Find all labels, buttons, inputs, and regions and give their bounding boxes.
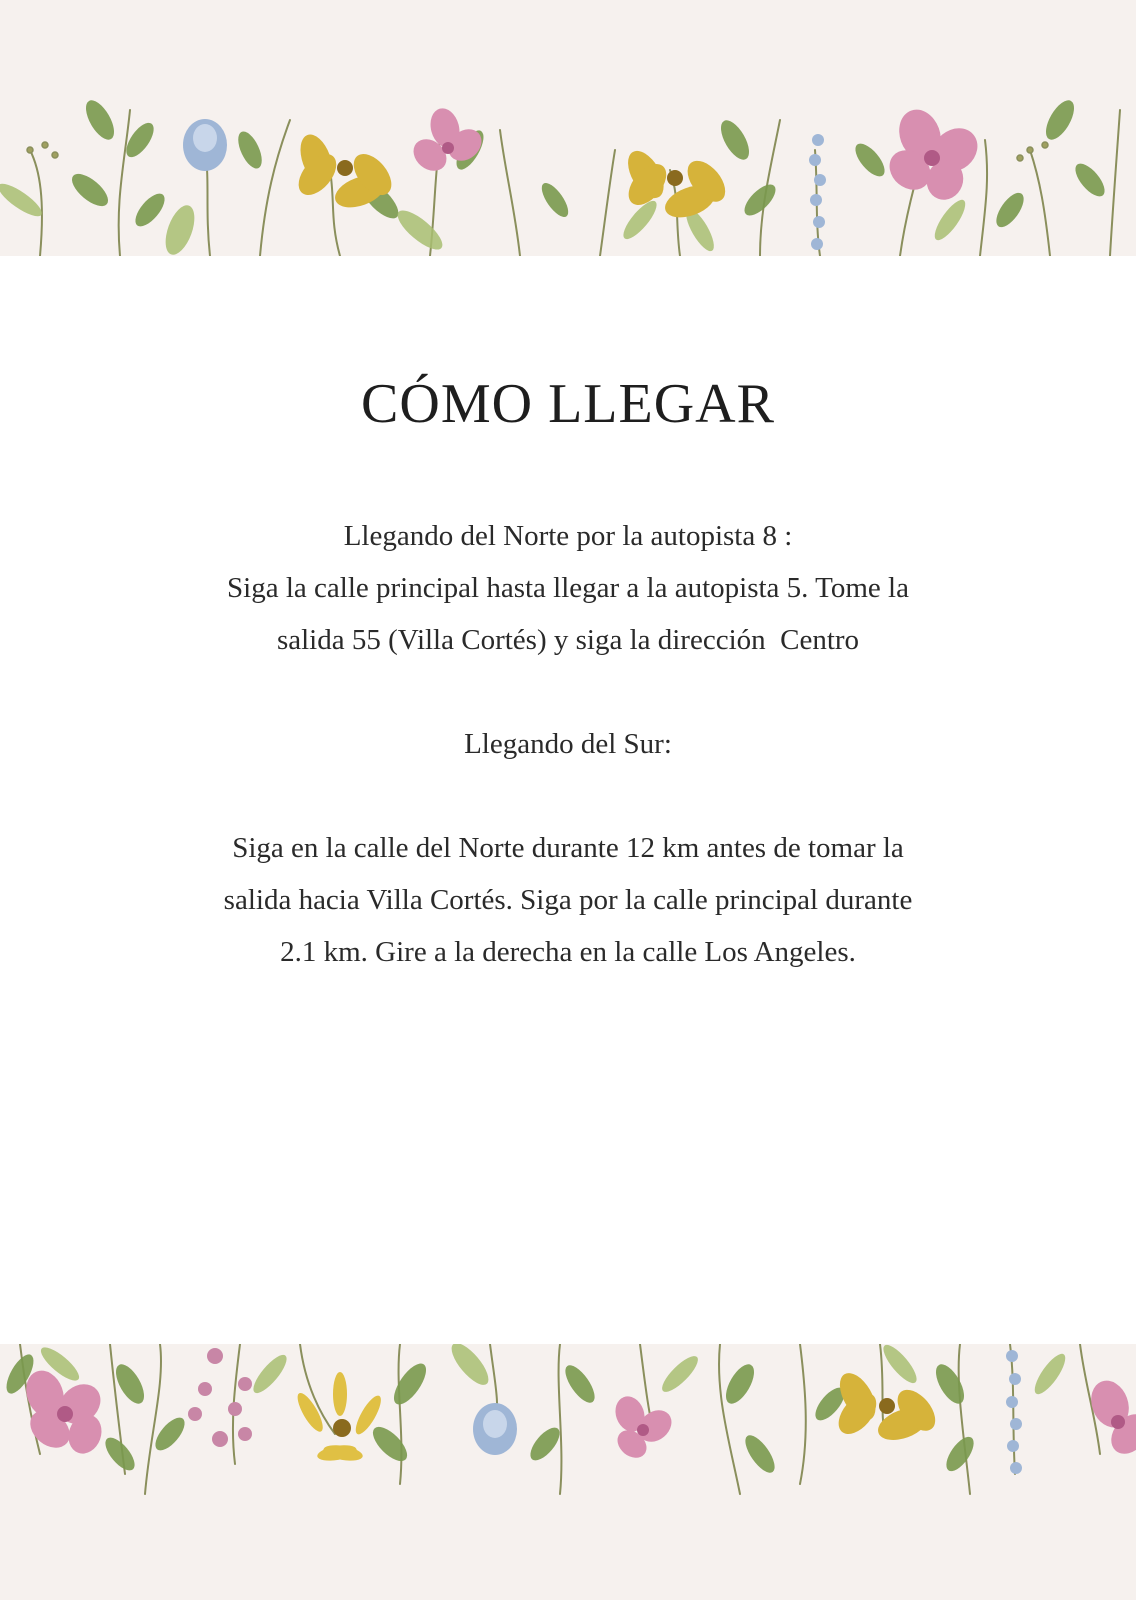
bottom-floral-border <box>0 1344 1136 1600</box>
south-line: salida hacia Villa Cortés. Siga por la calle principal durante <box>223 884 913 916</box>
berries-icon <box>188 1348 252 1447</box>
pink-flower-icon <box>407 105 488 177</box>
north-line: Llegando del Norte por la autopista 8 : <box>343 520 793 552</box>
blue-flower-icon <box>473 1403 517 1455</box>
content-panel <box>0 256 1136 1344</box>
north-line: salida 55 (Villa Cortés) y siga la dirección Centro <box>276 624 860 656</box>
top-floral-illustration <box>0 0 1136 256</box>
south-line: Siga en la calle del Norte durante 12 km antes de tomar la <box>232 832 904 864</box>
blue-flower-icon <box>183 119 227 171</box>
pink-flower-icon <box>882 104 987 205</box>
south-heading-text: Llegando del Sur: <box>464 728 672 760</box>
north-line: Siga la calle principal hasta llegar a la autopista 5. Tome la <box>227 572 909 604</box>
bottom-floral-illustration <box>0 1344 1136 1600</box>
page-title: CÓMO LLEGAR <box>361 373 775 435</box>
yellow-flower-icon <box>293 1372 385 1463</box>
pink-flower-icon <box>20 1365 109 1458</box>
top-floral-border <box>0 0 1136 256</box>
yellow-flower-icon <box>831 1367 942 1446</box>
south-heading <box>150 718 986 770</box>
pink-flower-icon <box>1085 1375 1136 1461</box>
south-directions <box>150 822 986 978</box>
pink-flower-icon <box>611 1392 678 1463</box>
north-directions <box>150 510 986 666</box>
south-line: 2.1 km. Gire a la derecha en la calle Los Angeles. <box>280 936 856 968</box>
